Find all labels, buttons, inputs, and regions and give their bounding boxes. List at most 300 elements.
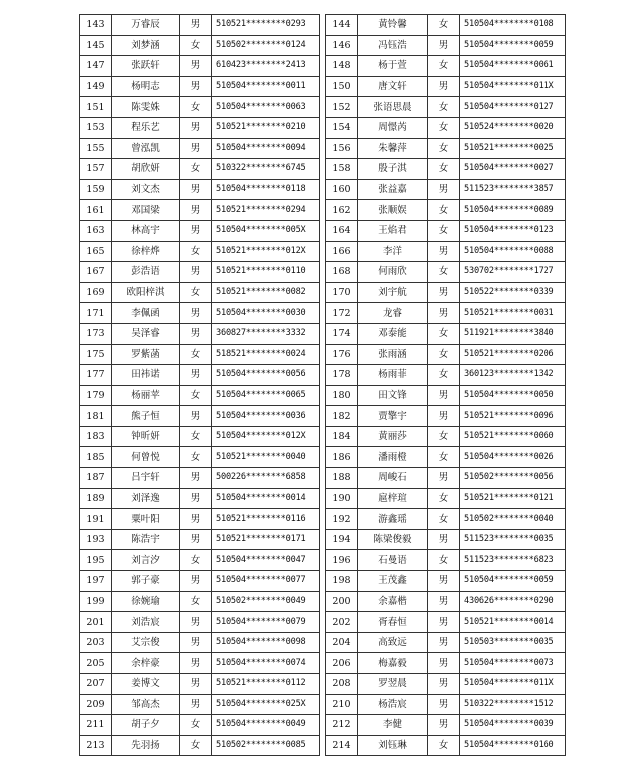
student-gender-cell: 男 (180, 612, 212, 633)
entry-number-cell: 203 (80, 632, 112, 653)
student-gender-cell: 女 (428, 509, 460, 530)
student-name-cell: 刘梦涵 (112, 35, 180, 56)
student-name-cell: 郭子豪 (112, 571, 180, 592)
entry-number-cell: 168 (326, 262, 358, 283)
entry-number-cell: 146 (326, 35, 358, 56)
entry-number-cell: 185 (80, 447, 112, 468)
table-row (80, 529, 566, 550)
entry-number-cell: 151 (80, 97, 112, 118)
student-name-cell: 余梓豪 (112, 653, 180, 674)
table-row (80, 241, 566, 262)
student-name-cell: 林高宇 (112, 220, 180, 241)
student-gender-cell: 女 (428, 220, 460, 241)
student-name-cell: 朱馨萍 (358, 138, 428, 159)
id-number-cell: 510504********0059 (460, 35, 566, 56)
entry-number-cell: 178 (326, 365, 358, 386)
id-number-cell: 510504********0123 (460, 220, 566, 241)
entry-number-cell: 205 (80, 653, 112, 674)
id-number-cell: 510504********0089 (460, 200, 566, 221)
id-number-cell: 510521********0110 (212, 262, 320, 283)
id-number-cell: 511921********3840 (460, 323, 566, 344)
student-name-cell: 曾泓凯 (112, 138, 180, 159)
student-gender-cell: 女 (428, 426, 460, 447)
student-gender-cell: 男 (428, 303, 460, 324)
student-gender-cell: 男 (428, 529, 460, 550)
id-number-cell: 510502********0124 (212, 35, 320, 56)
table-row (80, 56, 566, 77)
entry-number-cell: 182 (326, 406, 358, 427)
table-row (80, 138, 566, 159)
id-number-cell: 510504********0061 (460, 56, 566, 77)
entry-number-cell: 167 (80, 262, 112, 283)
entry-number-cell: 213 (80, 735, 112, 756)
id-number-cell: 510521********0121 (460, 488, 566, 509)
student-gender-cell: 女 (180, 97, 212, 118)
student-name-cell: 刘言汐 (112, 550, 180, 571)
id-number-cell: 510504********0063 (212, 97, 320, 118)
id-number-cell: 510522********0339 (460, 282, 566, 303)
student-name-cell: 姜博文 (112, 674, 180, 695)
student-gender-cell: 女 (428, 15, 460, 36)
entry-number-cell: 145 (80, 35, 112, 56)
student-name-cell: 石曼语 (358, 550, 428, 571)
entry-number-cell: 210 (326, 694, 358, 715)
student-name-cell: 刘钰琳 (358, 735, 428, 756)
id-number-cell: 510504********0088 (460, 241, 566, 262)
student-gender-cell: 男 (428, 385, 460, 406)
table-row (80, 179, 566, 200)
id-number-cell: 510504********0047 (212, 550, 320, 571)
entry-number-cell: 187 (80, 468, 112, 489)
student-name-cell: 杨于萱 (358, 56, 428, 77)
student-gender-cell: 男 (180, 674, 212, 695)
student-name-cell: 龙睿 (358, 303, 428, 324)
id-number-cell: 510504********0036 (212, 406, 320, 427)
entry-number-cell: 154 (326, 117, 358, 138)
table-row (80, 715, 566, 736)
student-gender-cell: 男 (180, 220, 212, 241)
entry-number-cell: 212 (326, 715, 358, 736)
student-gender-cell: 男 (180, 179, 212, 200)
entry-number-cell: 155 (80, 138, 112, 159)
student-gender-cell: 男 (180, 76, 212, 97)
student-gender-cell: 男 (428, 612, 460, 633)
table-row (80, 468, 566, 489)
student-name-cell: 黄丽莎 (358, 426, 428, 447)
id-number-cell: 510521********0293 (212, 15, 320, 36)
id-number-cell: 510521********0112 (212, 674, 320, 695)
entry-number-cell: 163 (80, 220, 112, 241)
table-row (80, 303, 566, 324)
entry-number-cell: 214 (326, 735, 358, 756)
id-number-cell: 510521********0031 (460, 303, 566, 324)
student-name-cell: 陈浩宇 (112, 529, 180, 550)
student-name-cell: 粟叶阳 (112, 509, 180, 530)
student-name-cell: 钟昕妍 (112, 426, 180, 447)
student-gender-cell: 男 (180, 509, 212, 530)
student-roster-table (79, 14, 566, 756)
entry-number-cell: 157 (80, 159, 112, 180)
student-gender-cell: 女 (180, 35, 212, 56)
table-row (80, 735, 566, 756)
id-number-cell: 510524********0020 (460, 117, 566, 138)
student-gender-cell: 男 (428, 35, 460, 56)
id-number-cell: 510504********0039 (460, 715, 566, 736)
student-gender-cell: 男 (180, 138, 212, 159)
student-name-cell: 胥春恒 (358, 612, 428, 633)
student-gender-cell: 男 (180, 632, 212, 653)
entry-number-cell: 147 (80, 56, 112, 77)
id-number-cell: 510521********0116 (212, 509, 320, 530)
student-name-cell: 周憬芮 (358, 117, 428, 138)
id-number-cell: 510504********0014 (212, 488, 320, 509)
student-name-cell: 刘浩宸 (112, 612, 180, 633)
id-number-cell: 530702********1727 (460, 262, 566, 283)
student-gender-cell: 女 (180, 550, 212, 571)
student-gender-cell: 男 (180, 365, 212, 386)
entry-number-cell: 149 (80, 76, 112, 97)
student-gender-cell: 男 (428, 406, 460, 427)
id-number-cell: 511523********0035 (460, 529, 566, 550)
student-gender-cell: 男 (180, 262, 212, 283)
id-number-cell: 510504********011X (460, 76, 566, 97)
id-number-cell: 510521********0060 (460, 426, 566, 447)
student-name-cell: 杨丽苹 (112, 385, 180, 406)
student-gender-cell: 男 (428, 632, 460, 653)
entry-number-cell: 207 (80, 674, 112, 695)
entry-number-cell: 191 (80, 509, 112, 530)
student-name-cell: 张益嘉 (358, 179, 428, 200)
student-name-cell: 王茂鑫 (358, 571, 428, 592)
student-name-cell: 何曾悦 (112, 447, 180, 468)
student-gender-cell: 男 (428, 241, 460, 262)
student-name-cell: 杨浩宸 (358, 694, 428, 715)
id-number-cell: 510504********0098 (212, 632, 320, 653)
student-gender-cell: 男 (180, 56, 212, 77)
student-name-cell: 张雨涵 (358, 344, 428, 365)
student-name-cell: 吕宇轩 (112, 468, 180, 489)
entry-number-cell: 188 (326, 468, 358, 489)
id-number-cell: 510504********0079 (212, 612, 320, 633)
id-number-cell: 510504********005X (212, 220, 320, 241)
id-number-cell: 510504********0118 (212, 179, 320, 200)
student-gender-cell: 男 (180, 200, 212, 221)
table-row (80, 612, 566, 633)
table-row (80, 365, 566, 386)
id-number-cell: 510502********0040 (460, 509, 566, 530)
student-name-cell: 胡欣妍 (112, 159, 180, 180)
id-number-cell: 510521********0096 (460, 406, 566, 427)
student-gender-cell: 女 (428, 262, 460, 283)
entry-number-cell: 176 (326, 344, 358, 365)
entry-number-cell: 173 (80, 323, 112, 344)
id-number-cell: 510502********0049 (212, 591, 320, 612)
student-gender-cell: 男 (428, 76, 460, 97)
student-name-cell: 邓泰能 (358, 323, 428, 344)
entry-number-cell: 211 (80, 715, 112, 736)
entry-number-cell: 202 (326, 612, 358, 633)
student-gender-cell: 女 (180, 715, 212, 736)
id-number-cell: 360123********1342 (460, 365, 566, 386)
student-name-cell: 潘雨橙 (358, 447, 428, 468)
student-name-cell: 艾宗俊 (112, 632, 180, 653)
table-row (80, 344, 566, 365)
student-gender-cell: 男 (180, 653, 212, 674)
student-gender-cell: 女 (180, 241, 212, 262)
table-row (80, 406, 566, 427)
id-number-cell: 510504********012X (212, 426, 320, 447)
student-gender-cell: 男 (180, 488, 212, 509)
id-number-cell: 510502********0056 (460, 468, 566, 489)
id-number-cell: 510504********0065 (212, 385, 320, 406)
entry-number-cell: 177 (80, 365, 112, 386)
entry-number-cell: 166 (326, 241, 358, 262)
table-row (80, 76, 566, 97)
entry-number-cell: 172 (326, 303, 358, 324)
entry-number-cell: 206 (326, 653, 358, 674)
student-gender-cell: 男 (428, 468, 460, 489)
entry-number-cell: 208 (326, 674, 358, 695)
id-number-cell: 510504********0026 (460, 447, 566, 468)
entry-number-cell: 204 (326, 632, 358, 653)
id-number-cell: 510504********025X (212, 694, 320, 715)
student-name-cell: 田文锋 (358, 385, 428, 406)
student-name-cell: 罗紫菡 (112, 344, 180, 365)
student-gender-cell: 女 (180, 735, 212, 756)
entry-number-cell: 192 (326, 509, 358, 530)
entry-number-cell: 197 (80, 571, 112, 592)
table-row (80, 509, 566, 530)
student-gender-cell: 女 (180, 159, 212, 180)
student-gender-cell: 女 (180, 447, 212, 468)
id-number-cell: 510504********0094 (212, 138, 320, 159)
entry-number-cell: 193 (80, 529, 112, 550)
student-gender-cell: 男 (428, 674, 460, 695)
id-number-cell: 510504********0160 (460, 735, 566, 756)
student-name-cell: 张跃轩 (112, 56, 180, 77)
student-gender-cell: 男 (428, 282, 460, 303)
id-number-cell: 510322********1512 (460, 694, 566, 715)
entry-number-cell: 165 (80, 241, 112, 262)
student-gender-cell: 男 (180, 117, 212, 138)
id-number-cell: 510504********0027 (460, 159, 566, 180)
id-number-cell: 510504********0108 (460, 15, 566, 36)
student-gender-cell: 男 (180, 406, 212, 427)
student-gender-cell: 女 (428, 488, 460, 509)
id-number-cell: 510521********0206 (460, 344, 566, 365)
id-number-cell: 510504********0056 (212, 365, 320, 386)
entry-number-cell: 171 (80, 303, 112, 324)
student-name-cell: 胡子夕 (112, 715, 180, 736)
student-name-cell: 程乐艺 (112, 117, 180, 138)
table-row (80, 220, 566, 241)
student-gender-cell: 女 (428, 323, 460, 344)
student-gender-cell: 女 (428, 735, 460, 756)
student-name-cell: 李健 (358, 715, 428, 736)
student-name-cell: 周峻石 (358, 468, 428, 489)
entry-number-cell: 164 (326, 220, 358, 241)
student-gender-cell: 男 (428, 571, 460, 592)
id-number-cell: 510504********0074 (212, 653, 320, 674)
table-row (80, 262, 566, 283)
entry-number-cell: 186 (326, 447, 358, 468)
student-name-cell: 田祎诺 (112, 365, 180, 386)
id-number-cell: 510504********0049 (212, 715, 320, 736)
table-row (80, 15, 566, 36)
table-row (80, 632, 566, 653)
student-name-cell: 万睿辰 (112, 15, 180, 36)
id-number-cell: 510521********0014 (460, 612, 566, 633)
student-name-cell: 陈梁俊毅 (358, 529, 428, 550)
table-row (80, 571, 566, 592)
id-number-cell: 511523********3857 (460, 179, 566, 200)
student-name-cell: 王焰君 (358, 220, 428, 241)
entry-number-cell: 201 (80, 612, 112, 633)
id-number-cell: 510504********0050 (460, 385, 566, 406)
student-name-cell: 游鑫瑶 (358, 509, 428, 530)
id-number-cell: 610423********2413 (212, 56, 320, 77)
student-gender-cell: 男 (180, 468, 212, 489)
table-row (80, 550, 566, 571)
table-row (80, 653, 566, 674)
id-number-cell: 510504********0030 (212, 303, 320, 324)
student-name-cell: 高致远 (358, 632, 428, 653)
table-row (80, 488, 566, 509)
id-number-cell: 518521********0024 (212, 344, 320, 365)
student-gender-cell: 男 (180, 694, 212, 715)
entry-number-cell: 148 (326, 56, 358, 77)
roster-body (80, 15, 566, 756)
entry-number-cell: 170 (326, 282, 358, 303)
id-number-cell: 510521********012X (212, 241, 320, 262)
id-number-cell: 510503********0035 (460, 632, 566, 653)
student-gender-cell: 女 (428, 56, 460, 77)
student-gender-cell: 男 (180, 529, 212, 550)
student-gender-cell: 男 (180, 303, 212, 324)
entry-number-cell: 198 (326, 571, 358, 592)
student-gender-cell: 女 (180, 282, 212, 303)
student-gender-cell: 女 (428, 365, 460, 386)
entry-number-cell: 175 (80, 344, 112, 365)
entry-number-cell: 159 (80, 179, 112, 200)
table-row (80, 117, 566, 138)
entry-number-cell: 180 (326, 385, 358, 406)
table-row (80, 591, 566, 612)
entry-number-cell: 196 (326, 550, 358, 571)
student-name-cell: 刘宇航 (358, 282, 428, 303)
student-gender-cell: 女 (428, 117, 460, 138)
student-gender-cell: 女 (180, 385, 212, 406)
id-number-cell: 510521********0082 (212, 282, 320, 303)
id-number-cell: 510521********0294 (212, 200, 320, 221)
student-gender-cell: 女 (428, 159, 460, 180)
student-name-cell: 殷子淇 (358, 159, 428, 180)
student-gender-cell: 女 (428, 344, 460, 365)
student-name-cell: 邓国梁 (112, 200, 180, 221)
id-number-cell: 510504********0077 (212, 571, 320, 592)
student-gender-cell: 女 (180, 426, 212, 447)
table-row (80, 200, 566, 221)
student-name-cell: 徐梓烨 (112, 241, 180, 262)
student-name-cell: 陈雯姝 (112, 97, 180, 118)
student-name-cell: 刘文杰 (112, 179, 180, 200)
entry-number-cell: 183 (80, 426, 112, 447)
id-number-cell: 500226********6858 (212, 468, 320, 489)
entry-number-cell: 162 (326, 200, 358, 221)
table-row (80, 674, 566, 695)
id-number-cell: 510504********0059 (460, 571, 566, 592)
student-name-cell: 贾擎宇 (358, 406, 428, 427)
student-name-cell: 熊子恒 (112, 406, 180, 427)
table-row (80, 35, 566, 56)
student-name-cell: 唐文轩 (358, 76, 428, 97)
entry-number-cell: 209 (80, 694, 112, 715)
student-name-cell: 杨雨菲 (358, 365, 428, 386)
student-gender-cell: 男 (428, 694, 460, 715)
entry-number-cell: 158 (326, 159, 358, 180)
id-number-cell: 510504********011X (460, 674, 566, 695)
student-name-cell: 李洋 (358, 241, 428, 262)
id-number-cell: 430626********0290 (460, 591, 566, 612)
table-row (80, 97, 566, 118)
student-name-cell: 黄铃馨 (358, 15, 428, 36)
student-name-cell: 彭浩语 (112, 262, 180, 283)
student-gender-cell: 男 (428, 653, 460, 674)
entry-number-cell: 144 (326, 15, 358, 36)
student-name-cell: 张顺娱 (358, 200, 428, 221)
entry-number-cell: 150 (326, 76, 358, 97)
entry-number-cell: 152 (326, 97, 358, 118)
id-number-cell: 510504********0011 (212, 76, 320, 97)
entry-number-cell: 169 (80, 282, 112, 303)
table-row (80, 385, 566, 406)
entry-number-cell: 179 (80, 385, 112, 406)
id-number-cell: 510502********0085 (212, 735, 320, 756)
entry-number-cell: 156 (326, 138, 358, 159)
student-name-cell: 张语思晨 (358, 97, 428, 118)
entry-number-cell: 189 (80, 488, 112, 509)
id-number-cell: 511523********6823 (460, 550, 566, 571)
id-number-cell: 510521********0171 (212, 529, 320, 550)
id-number-cell: 510504********0127 (460, 97, 566, 118)
student-name-cell: 先羽扬 (112, 735, 180, 756)
student-name-cell: 何雨欣 (358, 262, 428, 283)
student-name-cell: 梅嘉毅 (358, 653, 428, 674)
table-row (80, 282, 566, 303)
entry-number-cell: 184 (326, 426, 358, 447)
entry-number-cell: 190 (326, 488, 358, 509)
entry-number-cell: 199 (80, 591, 112, 612)
student-gender-cell: 男 (180, 15, 212, 36)
entry-number-cell: 143 (80, 15, 112, 36)
student-gender-cell: 女 (428, 97, 460, 118)
student-gender-cell: 男 (428, 591, 460, 612)
id-number-cell: 510521********0025 (460, 138, 566, 159)
id-number-cell: 510322********6745 (212, 159, 320, 180)
student-name-cell: 李佩函 (112, 303, 180, 324)
id-number-cell: 510504********0073 (460, 653, 566, 674)
id-number-cell: 510521********0040 (212, 447, 320, 468)
student-name-cell: 扈梓瑄 (358, 488, 428, 509)
student-gender-cell: 女 (180, 591, 212, 612)
student-name-cell: 罗翌晨 (358, 674, 428, 695)
entry-number-cell: 153 (80, 117, 112, 138)
student-name-cell: 杨明志 (112, 76, 180, 97)
entry-number-cell: 194 (326, 529, 358, 550)
student-name-cell: 徐婉瑜 (112, 591, 180, 612)
student-gender-cell: 男 (180, 323, 212, 344)
entry-number-cell: 195 (80, 550, 112, 571)
